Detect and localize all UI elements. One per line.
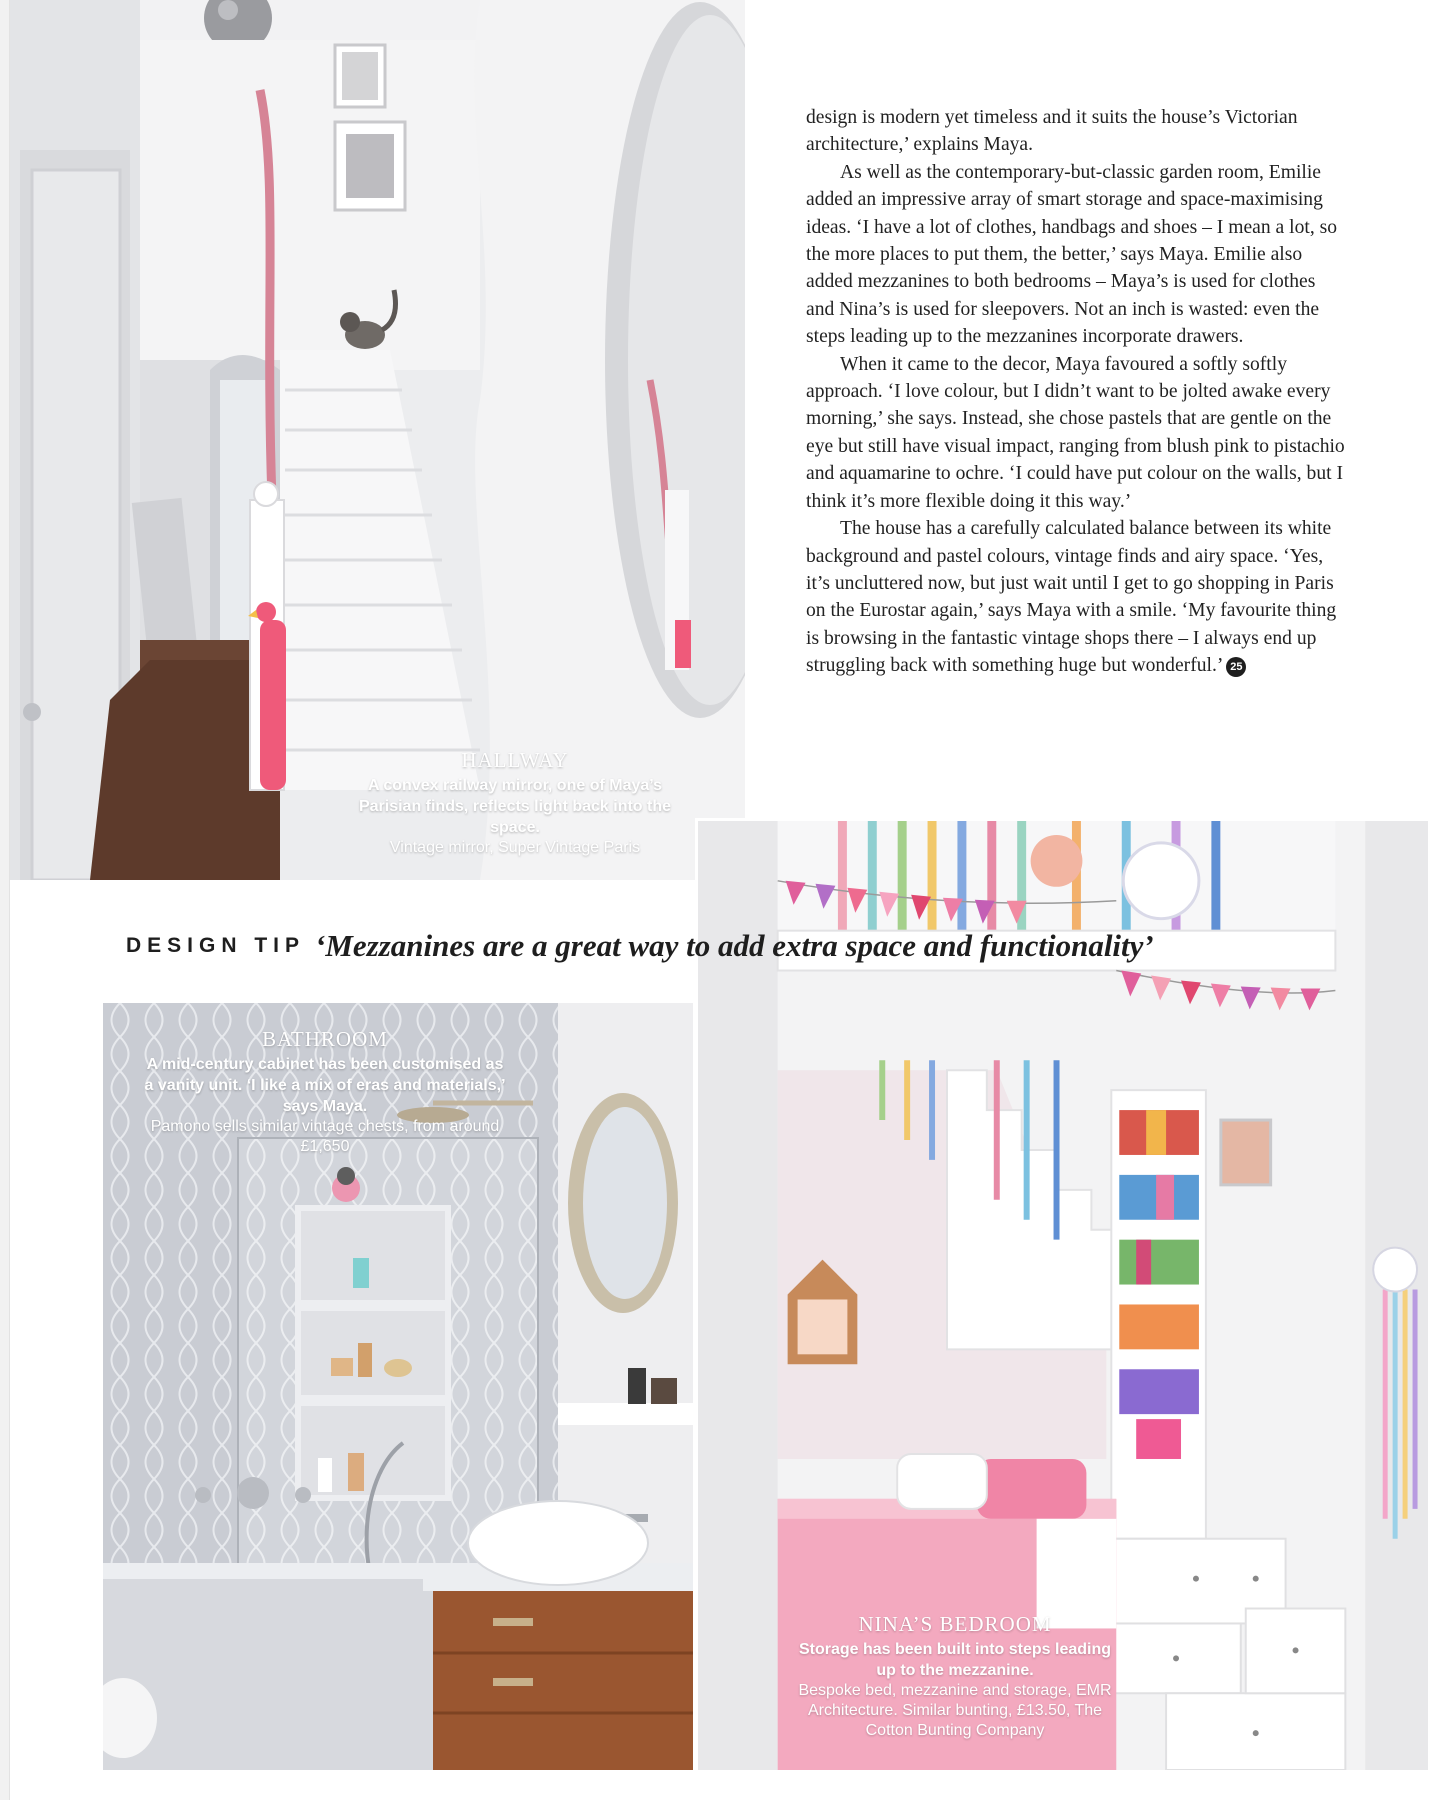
article-paragraph: design is modern yet timeless and it suits the house’s Victorian architecture,’ explains Maya. — [806, 107, 1298, 156]
bathroom-caption-text: A mid-century cabinet has been customised as a vanity unit. ‘I like a mix of eras and materials,’ says Maya. — [144, 1056, 506, 1115]
article-body — [806, 104, 1346, 680]
bathroom-caption — [140, 1027, 510, 1157]
article-paragraph: When it came to the decor, Maya favoured a softly softly approach. ‘I love colour, but I didn’t want to be jolted awake every morning,’ she says. Instead, she chose pastels that are gentle on the eye but still have visual impact, ranging from blush pink to pistachio and aquamarine to ochre. ‘I could have put colour on the walls, but I think it’s more flexible doing it this way.’ — [806, 353, 1345, 512]
bedroom-caption-title: NINA’S BEDROOM — [858, 1612, 1052, 1636]
hallway-caption-text: A convex railway mirror, one of Maya’s Parisian finds, reflects light back into the space. — [358, 777, 672, 836]
bathroom-caption-credit: Pamono sells similar vintage chests, from around £1,650 — [150, 1118, 500, 1155]
design-tip — [126, 928, 1346, 964]
page-gutter — [0, 0, 10, 1800]
design-tip-label: DESIGN TIP — [126, 934, 306, 957]
bedroom-caption-text: Storage has been built into steps leading up to the mezzanine. — [798, 1641, 1112, 1679]
article-paragraph: As well as the contemporary-but-classic garden room, Emilie added an impressive array of smart storage and space-maximising ideas. ‘I have a lot of clothes, handbags and shoes – I mean a lot, so the more places to put them, the better,’ says Maya. Emilie also added mezzanines to both bedrooms – Maya’s is used for clothes and Nina’s is used for sleepovers. Not an inch is wasted: even the steps leading up to the mezzanines incorporate drawers. — [806, 161, 1338, 348]
article-paragraph-text: The house has a carefully calculated balance between its white background and pastel colours, vintage finds and airy space. ‘Yes, it’s uncluttered now, but just wait until I get to go shopping in Paris on the Eurostar again,’ says Maya with a smile. ‘My favourite thing is browsing in the fantastic vintage shops there – I always end up struggling back with something huge but wonderful.’ — [806, 518, 1337, 677]
bedroom-caption — [795, 1612, 1115, 1741]
hallway-caption-credit: Vintage mirror, Super Vintage Paris — [389, 839, 641, 856]
end-of-article-mark: 25 — [1226, 657, 1246, 677]
bedroom-caption-credit: Bespoke bed, mezzanine and storage, EMR Architecture. Similar bunting, £13.50, The Cotton Bunting Company — [798, 1682, 1112, 1739]
hallway-caption-title: HALLWAY — [461, 748, 569, 772]
article-paragraph-last — [806, 515, 1346, 679]
design-tip-quote: ‘Mezzanines are a great way to add extra space and functionality’ — [315, 928, 1154, 963]
bathroom-caption-title: BATHROOM — [262, 1027, 388, 1051]
hallway-caption — [340, 748, 690, 858]
